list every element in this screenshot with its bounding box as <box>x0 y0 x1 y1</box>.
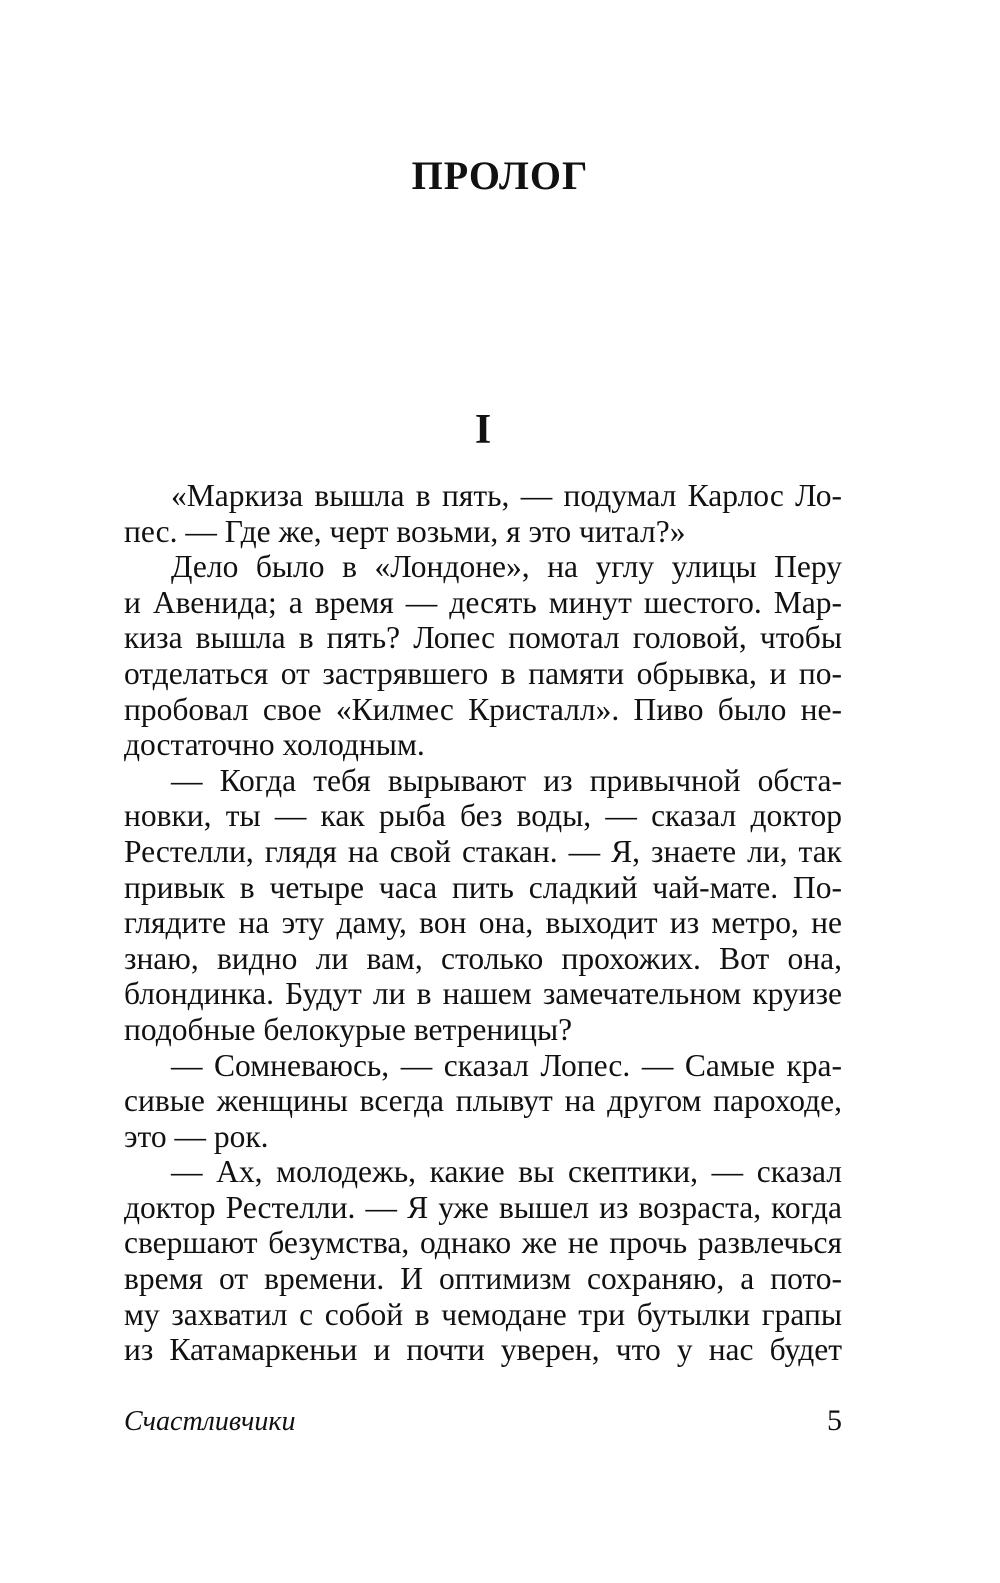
text-line: киза вышла в пять? Лопес помотал головой, чтобы <box>124 620 842 656</box>
chapter-number: I <box>474 407 492 453</box>
text-line: доктор Рестелли. — Я уже вышел из возраста, когда <box>124 1189 842 1225</box>
text-line: свершают безумства, однако же не прочь развлечься <box>124 1225 842 1261</box>
text-line: Дело было в «Лондоне», на углу улицы Перу <box>171 549 842 585</box>
text-line: блондинка. Будут ли в нашем замечательном круизе <box>124 976 842 1012</box>
text-line: Рестелли, глядя на свой стакан. — Я, знаете ли, так <box>124 833 842 869</box>
text-line: сивые женщины всегда плывут на другом пароходе, <box>124 1083 842 1119</box>
text-line: знаю, видно ли вам, столько прохожих. Вот она, <box>124 940 842 976</box>
running-footer-title: Счастливчики <box>124 1406 296 1437</box>
text-line: — Когда тебя вырывают из привычной обста- <box>171 762 842 798</box>
text-line: и Авенида; а время — десять минут шестого. Мар- <box>124 584 842 620</box>
text-line: пробовал свое «Килмес Кристалл». Пиво было не- <box>124 691 842 727</box>
text-line: — Сомневаюсь, — сказал Лопес. — Самые кра- <box>171 1047 842 1083</box>
text-line: подобные белокурые ветреницы? <box>124 1011 573 1047</box>
text-line: из Катамаркеньи и почти уверен, что у нас будет <box>124 1332 842 1368</box>
text-line: пес. — Где же, черт возьми, я это читал?» <box>124 513 686 549</box>
text-line: привык в четыре часа пить сладкий чай-мате. По- <box>124 869 842 905</box>
page-number: 5 <box>827 1404 842 1437</box>
page-title: ПРОЛОГ <box>411 153 589 198</box>
text-line: новки, ты — как рыба без воды, — сказал доктор <box>124 798 842 834</box>
text-line: му захватил с собой в чемодане три бутылки грапы <box>124 1296 842 1332</box>
text-line: время от времени. И оптимизм сохраняю, а пото- <box>124 1261 842 1297</box>
text-line: отделаться от застрявшего в памяти обрывка, и по- <box>124 655 842 691</box>
text-line: достаточно холодным. <box>124 727 425 763</box>
text-line: — Ах, молодежь, какие вы скептики, — сказал <box>171 1154 842 1190</box>
text-line: «Маркиза вышла в пять, — подумал Карлос Ло- <box>171 478 842 513</box>
body-text <box>124 478 842 1368</box>
text-line: глядите на эту даму, вон она, выходит из метро, не <box>124 905 842 941</box>
text-line: это — рок. <box>124 1118 269 1154</box>
